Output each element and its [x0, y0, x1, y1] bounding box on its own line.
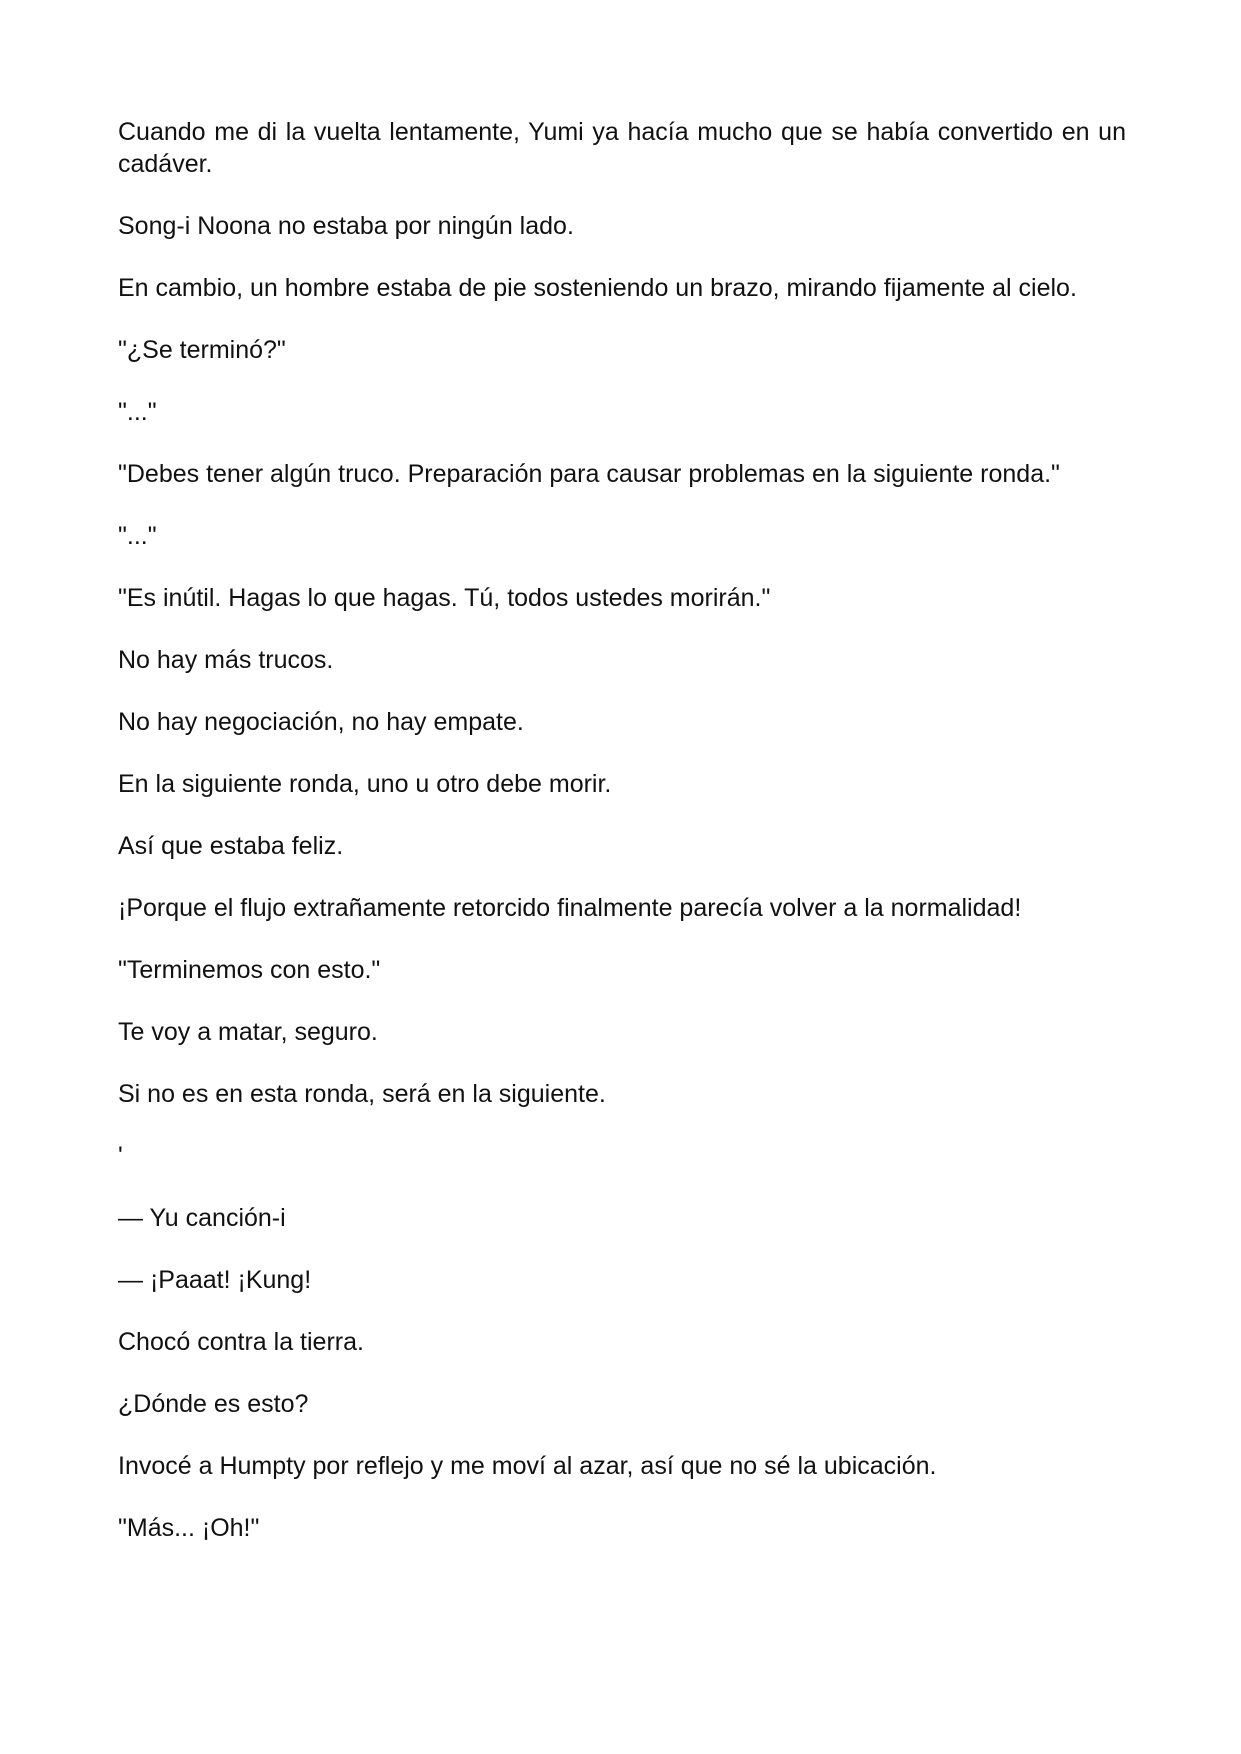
document-body: [118, 116, 1133, 1574]
paragraph-17: ': [118, 1142, 123, 1170]
paragraph-11: En la siguiente ronda, uno u otro debe morir.: [118, 770, 612, 798]
paragraph-6: "Debes tener algún truco. Preparación para causar problemas en la siguiente ronda.": [118, 460, 1060, 488]
paragraph-13: ¡Porque el flujo extrañamente retorcido finalmente parecía volver a la normalidad!: [118, 894, 1022, 922]
paragraph-21: ¿Dónde es esto?: [118, 1390, 309, 1418]
paragraph-7: "...": [118, 522, 157, 550]
paragraph-23: "Más... ¡Oh!": [118, 1514, 260, 1542]
paragraph-1: Cuando me di la vuelta lentamente, Yumi ya hacía mucho que se había convertido en un cadáver.: [118, 118, 1133, 178]
paragraph-3: En cambio, un hombre estaba de pie sosteniendo un brazo, mirando fijamente al cielo.: [118, 274, 1077, 302]
paragraph-18: — Yu canción-i: [118, 1204, 286, 1232]
paragraph-9: No hay más trucos.: [118, 646, 334, 674]
paragraph-16: Si no es en esta ronda, será en la siguiente.: [118, 1080, 606, 1108]
paragraph-4: "¿Se terminó?": [118, 336, 286, 364]
paragraph-12: Así que estaba feliz.: [118, 832, 344, 860]
paragraph-5: "...": [118, 398, 157, 426]
paragraph-8: "Es inútil. Hagas lo que hagas. Tú, todos ustedes morirán.": [118, 584, 771, 612]
paragraph-2: Song-i Noona no estaba por ningún lado.: [118, 212, 574, 240]
paragraph-10: No hay negociación, no hay empate.: [118, 708, 524, 736]
paragraph-19: — ¡Paaat! ¡Kung!: [118, 1266, 312, 1294]
paragraph-14: "Terminemos con esto.": [118, 956, 381, 984]
paragraph-15: Te voy a matar, seguro.: [118, 1018, 378, 1046]
paragraph-22: Invocé a Humpty por reflejo y me moví al azar, así que no sé la ubicación.: [118, 1452, 937, 1480]
paragraph-20: Chocó contra la tierra.: [118, 1328, 364, 1356]
